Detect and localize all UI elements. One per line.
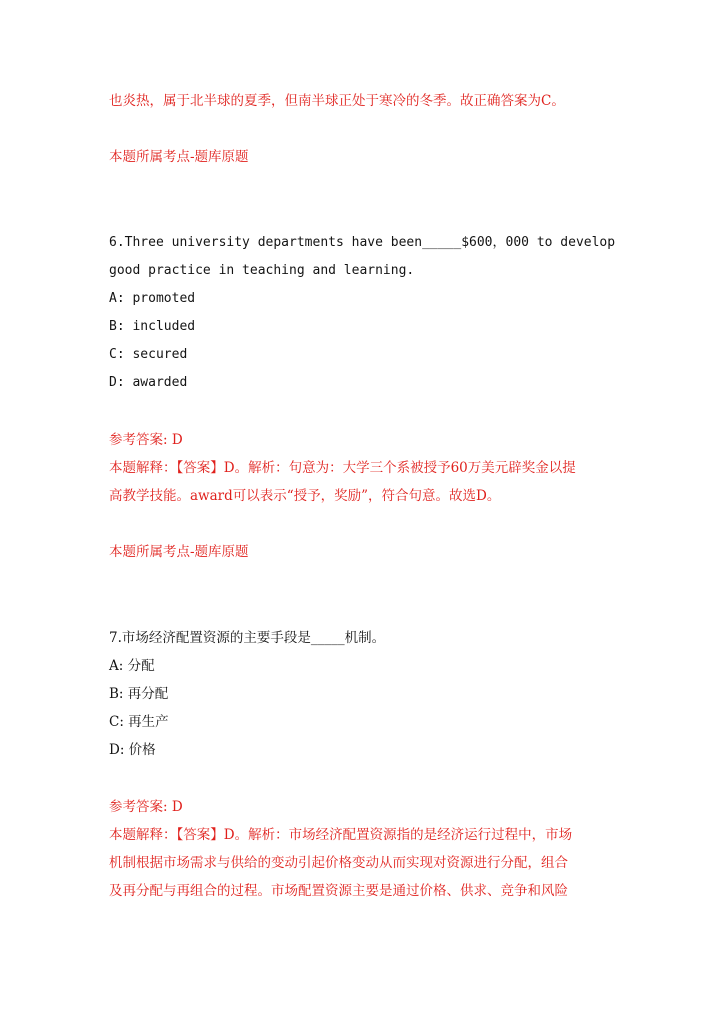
question-6-stem-line2: good practice in teaching and learning. [109, 263, 415, 278]
question-7-stem: 7.市场经济配置资源的主要手段是_____机制。 [109, 630, 386, 646]
question-7-option-c: C: 再生产 [109, 714, 169, 730]
question-7-option-b: B: 再分配 [109, 686, 169, 702]
previous-source-note: 本题所属考点-题库原题 [109, 149, 249, 165]
question-7-answer: 参考答案: D [109, 799, 183, 815]
question-6-option-d: D: awarded [109, 375, 188, 390]
question-6-explanation-line1: 本题解释：【答案】D。解析：句意为：大学三个系被授予60万美元辟奖金以提 [109, 460, 576, 476]
question-6-source-note: 本题所属考点-题库原题 [109, 544, 249, 560]
question-6-stem-line1: 6.Three university departments have been_____$600，000 to develop [109, 235, 616, 250]
previous-explanation-fragment: 也炎热，属于北半球的夏季，但南半球正处于寒冷的冬季。故正确答案为C。 [109, 93, 565, 109]
question-6-option-c: C: secured [109, 347, 188, 362]
question-6-option-a: A: promoted [109, 291, 196, 306]
question-6-explanation-line2: 高教学技能。award可以表示“授予，奖励”，符合句意。故选D。 [109, 488, 501, 504]
question-7-explanation-line2: 机制根据市场需求与供给的变动引起价格变动从而实现对资源进行分配，组合 [109, 855, 568, 871]
question-6-answer: 参考答案: D [109, 432, 183, 448]
question-7-explanation-line3: 及再分配与再组合的过程。市场配置资源主要是通过价格、供求、竞争和风险 [109, 883, 568, 899]
question-6-option-b: B: included [109, 319, 196, 334]
question-7-option-d: D: 价格 [109, 742, 156, 758]
question-7-explanation-line1: 本题解释：【答案】D。解析：市场经济配置资源指的是经济运行过程中，市场 [109, 827, 573, 843]
question-7-option-a: A: 分配 [109, 658, 155, 674]
